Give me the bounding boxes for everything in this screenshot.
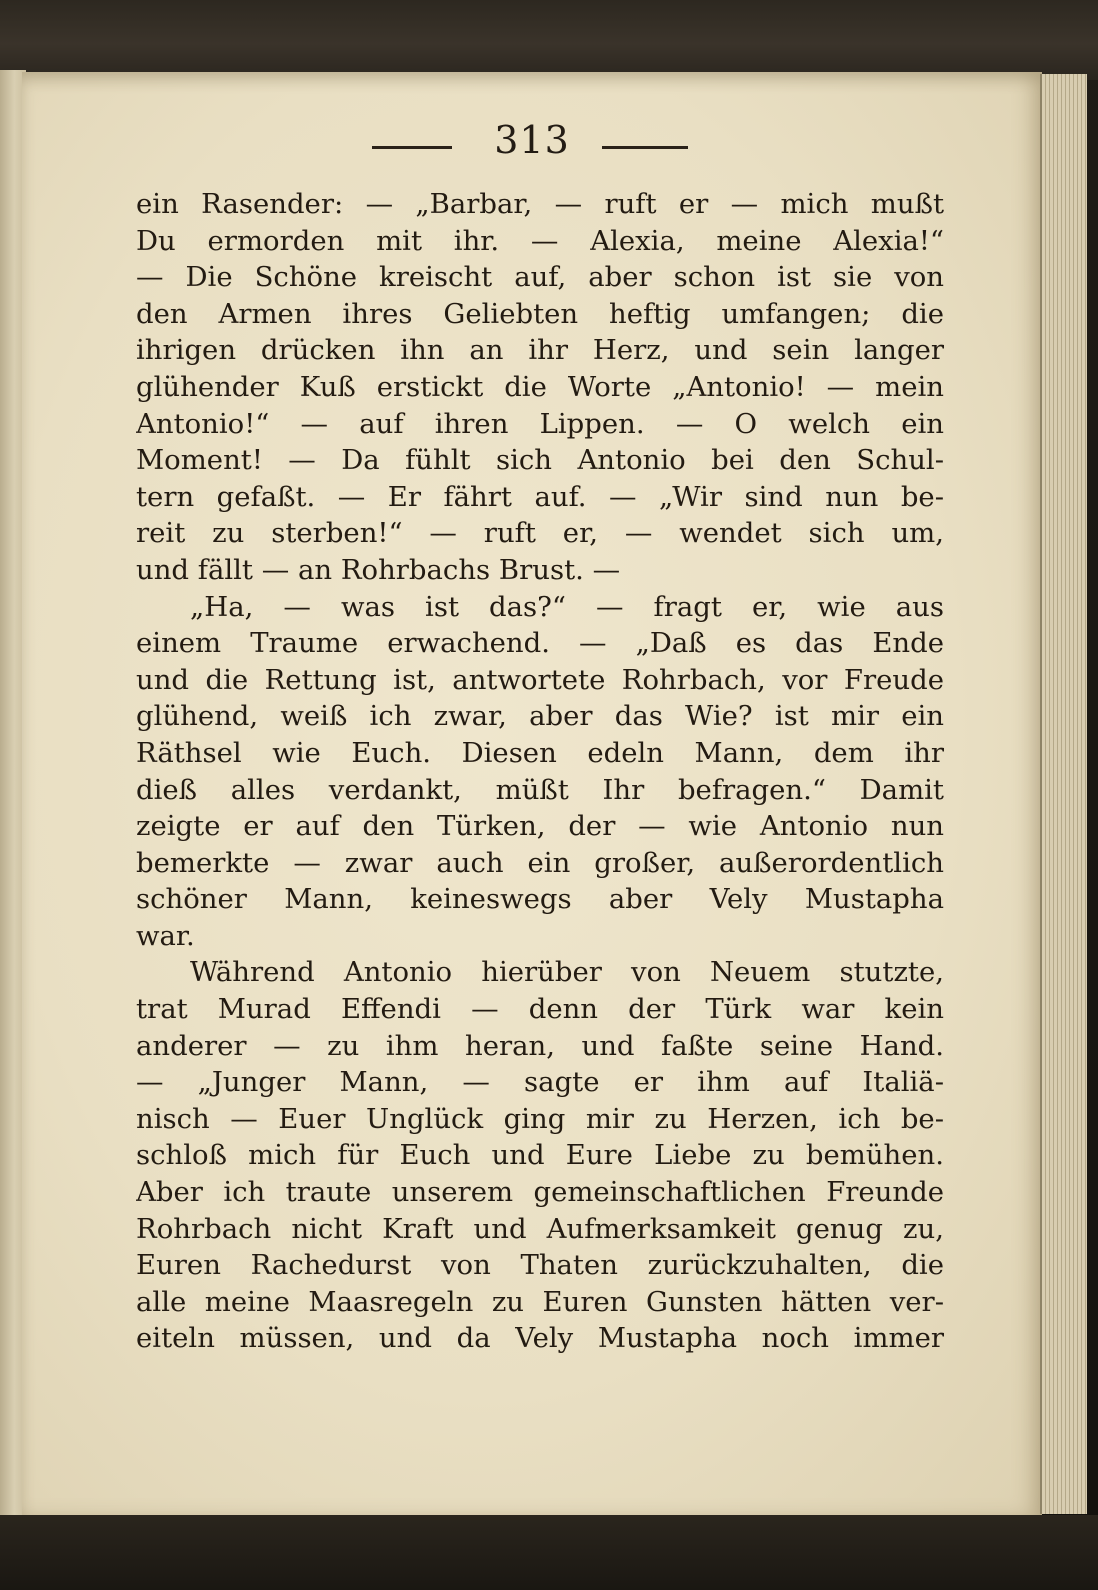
- header-rule-right: [602, 146, 688, 149]
- text-line: Während Antonio hierüber von Neuem stutzte,: [190, 956, 944, 989]
- text-line: und fällt — an Rohrbachs Brust. —: [136, 553, 621, 586]
- text-line: war.: [136, 919, 195, 952]
- text-line: — „Junger Mann, — sagte er ihm auf Italiä-: [136, 1066, 944, 1099]
- text-line: Moment! — Da fühlt sich Antonio bei den Schul-: [136, 444, 944, 477]
- text-line: dieß alles verdankt, müßt Ihr befragen.“ Damit: [136, 773, 944, 806]
- page-stack-edge: [1040, 74, 1087, 1514]
- page-number: 313: [494, 118, 570, 162]
- text-line: und die Rettung ist, antwortete Rohrbach, vor Freude: [136, 663, 944, 696]
- text-line: reit zu sterben!“ — ruft er, — wendet sich um,: [136, 517, 944, 550]
- text-line: Rohrbach nicht Kraft und Aufmerksamkeit genug zu,: [136, 1212, 944, 1245]
- book-cover-bottom: [0, 1515, 1098, 1590]
- text-line: glühend, weiß ich zwar, aber das Wie? ist mir ein: [136, 700, 944, 733]
- text-line: trat Murad Effendi — denn der Türk war kein: [136, 993, 944, 1026]
- text-line: tern gefaßt. — Er fährt auf. — „Wir sind nun be-: [136, 480, 944, 513]
- text-line: alle meine Maasregeln zu Euren Gunsten hätten ver-: [136, 1285, 944, 1318]
- text-line: Euren Rachedurst von Thaten zurückzuhalten, die: [136, 1249, 944, 1282]
- text-line: bemerkte — zwar auch ein großer, außerordentlich: [136, 846, 944, 879]
- text-line: den Armen ihres Geliebten heftig umfangen; die: [136, 297, 944, 330]
- text-line: „Ha, — was ist das?“ — fragt er, wie aus: [190, 590, 944, 623]
- page-header: [22, 118, 1042, 178]
- text-line: Du ermorden mit ihr. — Alexia, meine Alexia!“: [136, 224, 944, 257]
- text-line: schöner Mann, keineswegs aber Vely Mustapha: [136, 883, 944, 916]
- text-line: Antonio!“ — auf ihren Lippen. — O welch ein: [136, 407, 944, 440]
- text-line: anderer — zu ihm heran, und faßte seine Hand.: [136, 1029, 944, 1062]
- page-body-text: [136, 186, 944, 1357]
- book-cover-top: [0, 0, 1098, 80]
- text-line: Räthsel wie Euch. Diesen edeln Mann, dem ihr: [136, 736, 944, 769]
- text-line: zeigte er auf den Türken, der — wie Antonio nun: [136, 810, 944, 843]
- text-line: — Die Schöne kreischt auf, aber schon ist sie von: [136, 261, 944, 294]
- text-line: einem Traume erwachend. — „Daß es das Ende: [136, 627, 944, 660]
- text-line: glühender Kuß erstickt die Worte „Antonio! — mein: [136, 370, 944, 403]
- text-line: nisch — Euer Unglück ging mir zu Herzen, ich be-: [136, 1102, 944, 1135]
- text-line: ein Rasender: — „Barbar, — ruft er — mich mußt: [136, 188, 944, 220]
- text-line: Aber ich traute unserem gemeinschaftlichen Freunde: [136, 1176, 944, 1209]
- text-line: eiteln müssen, und da Vely Mustapha noch immer: [136, 1322, 944, 1355]
- text-line: ihrigen drücken ihn an ihr Herz, und sein langer: [136, 334, 944, 367]
- header-rule-left: [372, 146, 452, 149]
- text-line: schloß mich für Euch und Eure Liebe zu bemühen.: [136, 1139, 944, 1172]
